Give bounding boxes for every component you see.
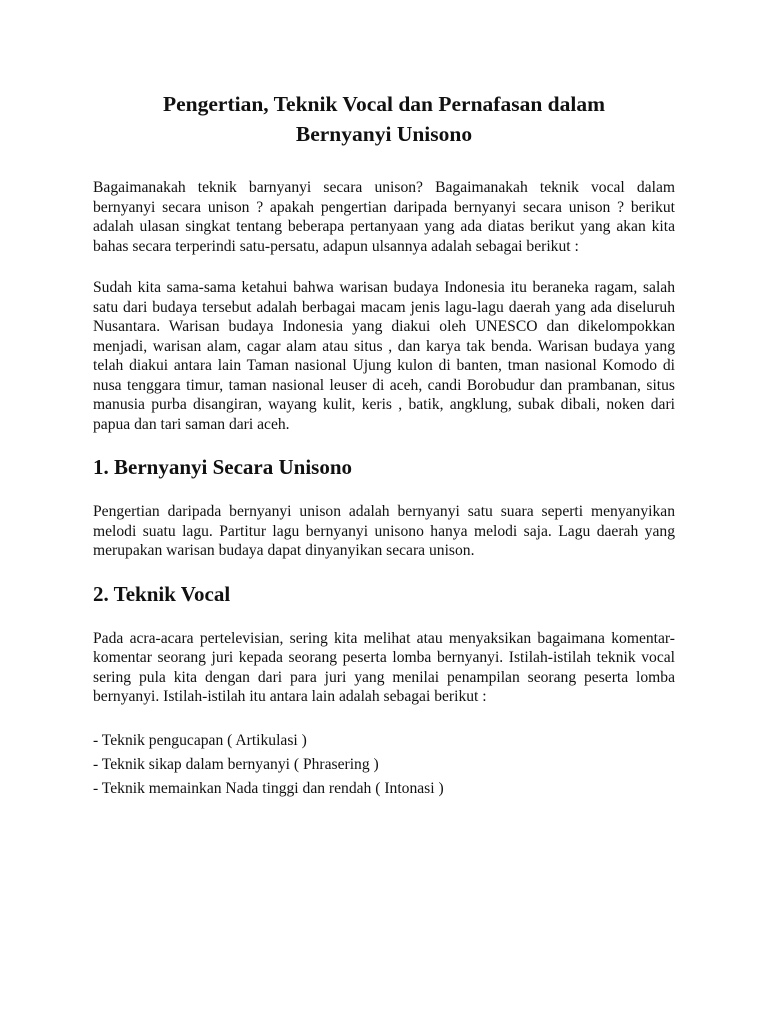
- section-heading-teknik-vocal: 2. Teknik Vocal: [93, 581, 231, 606]
- list-item: - Teknik memainkan Nada tinggi dan rendah ( Intonasi ): [93, 779, 444, 797]
- intro-paragraph: Bagaimanakah teknik barnyanyi secara unison? Bagaimanakah teknik vocal dalam bernyanyi secara unison ? apakah pengertian daripada bernyanyi secara unison ? berikut adalah ulasan singkat tentang beberapa pertanyaan yang ada diatas berikut yang akan kita bahas secara terperindi satu-persatu, adapun ulsannya adalah sebagai berikut :: [93, 179, 675, 255]
- heritage-paragraph: Sudah kita sama-sama ketahui bahwa warisan budaya Indonesia itu beraneka ragam, salah satu dari budaya tersebut adalah berbagai macam jenis lagu-lagu daerah yang ada diseluruh Nusantara. Warisan budaya Indonesia yang diakui oleh UNESCO dan dikelompokkan menjadi, warisan alam, cagar alam atau situs , dan karya tak benda. Warisan budaya yang telah diakui antara lain Taman nasional Ujung kulon di banten, tman nasional Komodo di nusa tenggara timur, taman nasional leuser di aceh, candi Borobudur dan prambanan, situs manusia purba disangiran, wayang kulit, keris , batik, angklung, subak dibali, noken dari papua dan tari saman dari aceh.: [93, 279, 675, 433]
- technique-list: [93, 729, 675, 801]
- teknik-vocal-paragraph: Pada acra-acara pertelevisian, sering kita melihat atau menyaksikan bagaimana komentar-komentar seorang juri kepada seorang peserta lomba bernyanyi. Istilah-istilah teknik vocal sering pula kita dengan dari para juri yang menilai penampilan seorang peserta lomba bernyanyi. Istilah-istilah itu antara lain adalah sebagai berikut :: [93, 629, 675, 705]
- section-heading-unisono: 1. Bernyanyi Secara Unisono: [93, 455, 353, 479]
- title-line-1: Pengertian, Teknik Vocal dan Pernafasan dalam: [162, 92, 606, 116]
- list-item: - Teknik sikap dalam bernyanyi ( Phrasering ): [93, 755, 379, 773]
- list-item: - Teknik pengucapan ( Artikulasi ): [93, 731, 307, 749]
- unisono-paragraph: Pengertian daripada bernyanyi unison adalah bernyanyi satu suara seperti menyanyikan melodi suatu lagu. Partitur lagu bernyanyi unisono hanya melodi saja. Lagu daerah yang merupakan warisan budaya dapat dinyanyikan secara unison.: [93, 503, 675, 559]
- document-title: [93, 89, 675, 149]
- title-line-2: Bernyanyi Unisono: [295, 122, 473, 146]
- document-page: [93, 89, 675, 801]
